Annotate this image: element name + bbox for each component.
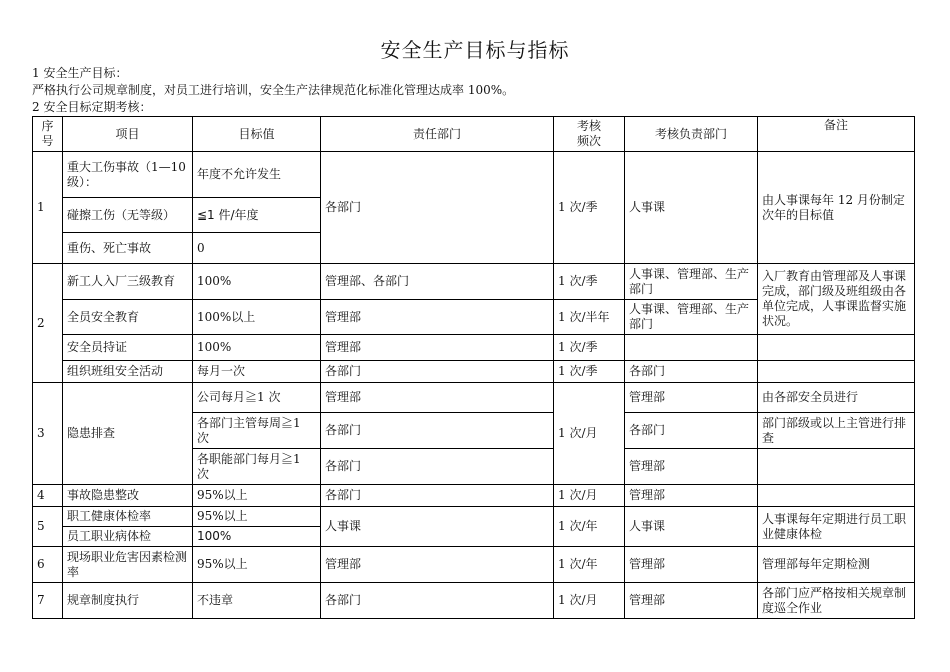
- row-assessor: 管理部: [625, 383, 758, 413]
- section-1-text: 严格执行公司规章制度，对员工进行培训，安全生产法律规范化标准化管理达成率 100%。: [32, 83, 515, 97]
- table-row: [33, 507, 915, 527]
- header-assessor: 考核负责部门: [625, 117, 758, 152]
- row-target: 各职能部门每月≧1 次: [193, 449, 321, 485]
- row-assessor: 管理部: [625, 547, 758, 583]
- row-remark: 各部门应严格按相关规章制度巡仝作业: [758, 583, 915, 619]
- row-remark: 部门部级或以上主管进行排查: [758, 413, 915, 449]
- row-dept: 各部门: [321, 413, 554, 449]
- row-target: 100%: [193, 335, 321, 361]
- row-item: 安全员持证: [63, 335, 193, 361]
- row-freq: 1 次/年: [554, 547, 625, 583]
- row-item: 重大工伤事故（1—10级）：: [63, 152, 193, 198]
- row-remark: 由人事课每年 12 月份制定次年的目标值: [758, 152, 915, 264]
- row-target: 100%: [193, 264, 321, 300]
- row-item: 职工健康体检率: [63, 507, 193, 527]
- header-freq: 考核 频次: [554, 117, 625, 152]
- row-no: 1: [33, 152, 63, 264]
- row-freq: 1 次/季: [554, 335, 625, 361]
- row-target: 年度不允许发生: [193, 152, 321, 198]
- row-no: 3: [33, 383, 63, 485]
- row-assessor: 人事课、管理部、生产部门: [625, 264, 758, 300]
- row-assessor: 人事课: [625, 152, 758, 264]
- row-dept: 各部门: [321, 485, 554, 507]
- row-target: 95%以上: [193, 507, 321, 527]
- row-target: 公司每月≧1 次: [193, 383, 321, 413]
- row-dept: 管理部: [321, 383, 554, 413]
- row-target: 各部门主管每周≧1 次: [193, 413, 321, 449]
- row-target: ≦1 件/年度: [193, 198, 321, 233]
- row-remark: [758, 449, 915, 485]
- row-target: 每月一次: [193, 361, 321, 383]
- table-row: [33, 485, 915, 507]
- table-row: [33, 383, 915, 413]
- row-remark: [758, 485, 915, 507]
- row-item: 重伤、死亡事故: [63, 233, 193, 264]
- row-item: 规章制度执行: [63, 583, 193, 619]
- table-row: [33, 335, 915, 361]
- row-dept: 管理部: [321, 300, 554, 335]
- row-remark: 人事课每年定期进行员工职业健康体检: [758, 507, 915, 547]
- header-seq: 序 号: [33, 117, 63, 152]
- row-target: 0: [193, 233, 321, 264]
- row-dept: 各部门: [321, 152, 554, 264]
- row-assessor: 人事课、管理部、生产部门: [625, 300, 758, 335]
- row-target: 100%以上: [193, 300, 321, 335]
- row-no: 4: [33, 485, 63, 507]
- row-assessor: 管理部: [625, 583, 758, 619]
- header-dept: 责任部门: [321, 117, 554, 152]
- row-item: 新工人入厂三级教育: [63, 264, 193, 300]
- row-assessor: 管理部: [625, 485, 758, 507]
- row-remark: 入厂教育由管理部及人事课完成，部门级及班组级由各单位完成，人事课监督实施状况。: [758, 264, 915, 335]
- row-freq: 1 次/季: [554, 152, 625, 264]
- row-freq: 1 次/季: [554, 264, 625, 300]
- row-freq: 1 次/季: [554, 361, 625, 383]
- row-target: 95%以上: [193, 485, 321, 507]
- section-2-heading: 2 安全目标定期考核：: [32, 100, 152, 114]
- assessment-table: [32, 116, 915, 619]
- row-dept: 管理部: [321, 335, 554, 361]
- table-row: [33, 583, 915, 619]
- row-item: 碰擦工伤（无等级）: [63, 198, 193, 233]
- row-item: 现场职业危害因素检测率: [63, 547, 193, 583]
- row-item: 全员安全教育: [63, 300, 193, 335]
- row-freq: 1 次/月: [554, 383, 625, 485]
- row-target: 100%: [193, 527, 321, 547]
- row-item: 组织班组安全活动: [63, 361, 193, 383]
- row-dept: 管理部、各部门: [321, 264, 554, 300]
- row-freq: 1 次/半年: [554, 300, 625, 335]
- row-assessor: 各部门: [625, 361, 758, 383]
- row-assessor: 各部门: [625, 413, 758, 449]
- row-dept: 人事课: [321, 507, 554, 547]
- table-row: [33, 361, 915, 383]
- row-dept: 各部门: [321, 361, 554, 383]
- header-target: 目标值: [193, 117, 321, 152]
- row-dept: 各部门: [321, 449, 554, 485]
- row-item: 员工职业病体检: [63, 527, 193, 547]
- table-row: [33, 264, 915, 300]
- row-assessor: [625, 335, 758, 361]
- row-target: 95%以上: [193, 547, 321, 583]
- row-target: 不违章: [193, 583, 321, 619]
- header-row: [33, 117, 915, 152]
- row-no: 7: [33, 583, 63, 619]
- row-no: 6: [33, 547, 63, 583]
- row-remark: [758, 361, 915, 383]
- row-no: 5: [33, 507, 63, 547]
- row-dept: 各部门: [321, 583, 554, 619]
- header-remark: 备注: [758, 117, 915, 152]
- row-remark: [758, 335, 915, 361]
- row-item: 事故隐患整改: [63, 485, 193, 507]
- row-no: 2: [33, 264, 63, 383]
- table-row: [33, 547, 915, 583]
- row-assessor: 管理部: [625, 449, 758, 485]
- row-freq: 1 次/月: [554, 485, 625, 507]
- row-freq: 1 次/年: [554, 507, 625, 547]
- row-remark: 管理部每年定期检测: [758, 547, 915, 583]
- row-freq: 1 次/月: [554, 583, 625, 619]
- header-item: 项目: [63, 117, 193, 152]
- page-title: 安全生产目标与指标: [380, 38, 570, 62]
- row-assessor: 人事课: [625, 507, 758, 547]
- row-item: 隐患排查: [63, 383, 193, 485]
- row-remark: 由各部安全员进行: [758, 383, 915, 413]
- table-row: [33, 152, 915, 198]
- section-1-heading: 1 安全生产目标：: [32, 66, 128, 80]
- row-dept: 管理部: [321, 547, 554, 583]
